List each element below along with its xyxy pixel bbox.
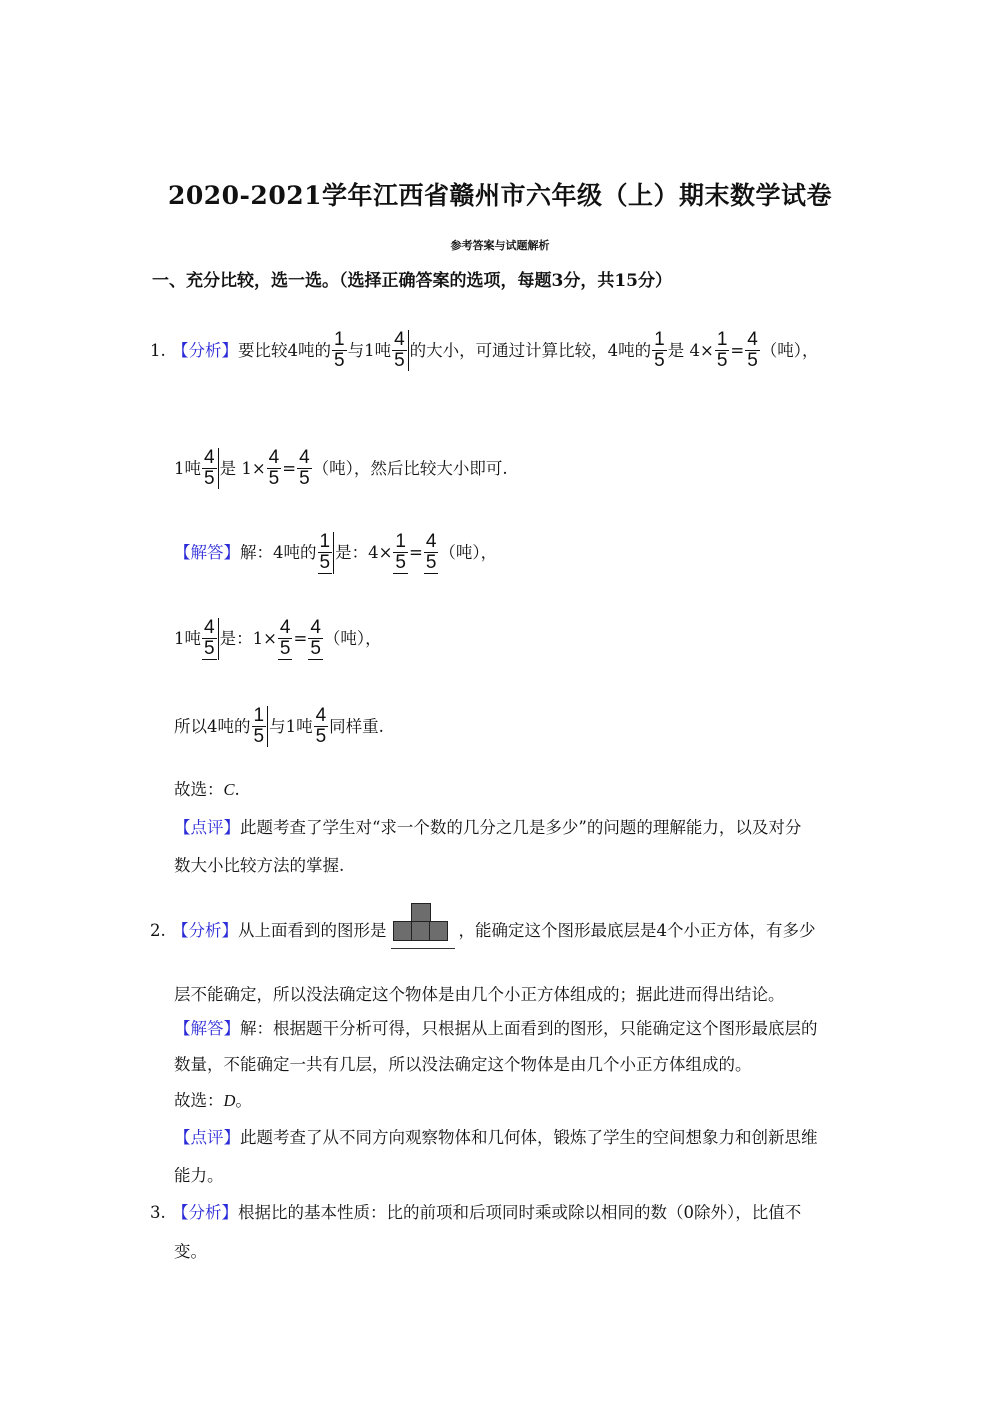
text: 从上面看到的图形是 — [238, 921, 387, 940]
text: 是：4× — [335, 543, 393, 562]
fraction: $\frac{4}{5}$ — [279, 617, 291, 659]
text: 所以4吨的 — [174, 716, 251, 736]
text: 数大小比较方法的掌握. — [174, 856, 345, 875]
text: （吨）， — [323, 629, 382, 648]
question-number: 1. — [150, 340, 166, 360]
q1-answer-line1 — [174, 532, 497, 574]
q1-answer-line3 — [174, 706, 384, 747]
text: 层不能确定，所以没法确定这个物体是由几个小正方体组成的；据此进而得出结论。 — [174, 985, 785, 1004]
text: 根据比的基本性质：比的前项和后项同时乘或除以相同的数（0除外），比值不 — [238, 1203, 802, 1222]
analysis-label: 【分析】 — [172, 1203, 238, 1222]
text: = — [408, 543, 423, 562]
q2-answer-line1 — [174, 1019, 818, 1039]
document-subtitle: 参考答案与试题解析 — [450, 239, 550, 252]
fraction: $\frac{1}{5}$ — [654, 329, 665, 371]
fraction: $\frac{4}{5}$ — [299, 447, 310, 489]
fraction: $\frac{4}{5}$ — [202, 448, 219, 489]
q1-comment-line1 — [174, 818, 801, 838]
fraction: $\frac{4}{5}$ — [392, 330, 409, 371]
choice-letter: D — [223, 1091, 236, 1110]
text: （吨），然后比较大小即可. — [312, 458, 508, 478]
fraction: $\frac{4}{5}$ — [202, 618, 219, 660]
text: （吨）， — [760, 340, 819, 360]
top-view-figure — [391, 903, 455, 945]
text: 与1吨 — [347, 340, 392, 360]
choice-letter: C — [223, 780, 235, 799]
text: 1吨 — [174, 629, 201, 648]
answer-label: 【解答】 — [174, 1019, 240, 1038]
q1-choice — [174, 780, 240, 800]
q1-comment-line2 — [174, 856, 344, 876]
text: 要比较4吨的 — [238, 340, 331, 360]
q1-analysis-line2 — [174, 448, 508, 489]
text: 能力。 — [174, 1166, 224, 1185]
text: 是 4× — [667, 340, 714, 360]
question-number: 3. — [150, 1203, 166, 1222]
q3-analysis-line1 — [150, 1203, 801, 1223]
q2-comment-line2 — [174, 1166, 224, 1186]
document-title: 2020-2021学年江西省赣州市六年级（上）期末数学试卷 — [167, 181, 833, 210]
text: 解：根据题干分析可得，只根据从上面看到的图形，只能确定这个图形最底层的 — [240, 1019, 818, 1038]
analysis-label: 【分析】 — [172, 340, 238, 360]
fraction: $\frac{1}{5}$ — [318, 532, 335, 574]
text: 故选： — [174, 780, 224, 799]
text: . — [234, 780, 240, 799]
fraction: $\frac{1}{5}$ — [395, 531, 406, 573]
text: 数量，不能确定一共有几层，所以没法确定这个物体是由几个小正方体组成的。 — [174, 1055, 752, 1074]
text: 同样重. — [329, 716, 384, 736]
question-number: 2. — [150, 921, 166, 940]
text: ，能确定这个图形最底层是4个小正方体，有多少 — [458, 921, 816, 940]
text: = — [730, 340, 745, 360]
text: 的大小，可通过计算比较，4吨的 — [409, 340, 652, 360]
text: = — [282, 458, 297, 478]
fraction: $\frac{4}{5}$ — [747, 329, 758, 371]
q2-choice — [174, 1091, 252, 1111]
text: 是：1× — [219, 629, 277, 648]
text: = — [293, 629, 308, 648]
q2-analysis-line1 — [150, 917, 816, 945]
q3-analysis-line2 — [174, 1242, 207, 1262]
fraction: $\frac{4}{5}$ — [310, 617, 321, 659]
q2-analysis-line2 — [174, 985, 785, 1005]
text: 1吨 — [174, 458, 201, 478]
text: 变。 — [174, 1242, 207, 1261]
q2-comment-line1 — [174, 1128, 818, 1148]
text: 解：4吨的 — [240, 543, 317, 562]
text: 此题考查了学生对“求一个数的几分之几是多少”的问题的理解能力，以及对分 — [240, 818, 802, 837]
text: 此题考查了从不同方向观察物体和几何体，锻炼了学生的空间想象力和创新思维 — [240, 1128, 818, 1147]
fraction: $\frac{4}{5}$ — [425, 531, 437, 573]
text: （吨）， — [439, 543, 498, 562]
text: 是 1× — [219, 458, 266, 478]
analysis-label: 【分析】 — [172, 921, 238, 940]
fraction: $\frac{1}{5}$ — [334, 329, 345, 371]
q2-answer-line2 — [174, 1055, 752, 1075]
text: 。 — [235, 1091, 252, 1110]
comment-label: 【点评】 — [174, 1128, 240, 1147]
fraction: $\frac{4}{5}$ — [315, 705, 327, 747]
comment-label: 【点评】 — [174, 818, 240, 837]
q1-answer-line2 — [174, 618, 382, 660]
q1-analysis-line1 — [150, 330, 819, 371]
answer-label: 【解答】 — [174, 543, 240, 562]
fraction: $\frac{4}{5}$ — [268, 447, 280, 489]
section-heading: 一、充分比较，选一选。（选择正确答案的选项，每题3分，共15分） — [152, 271, 672, 291]
text: 故选： — [174, 1091, 224, 1110]
text: 与1吨 — [269, 716, 313, 736]
fraction: $\frac{1}{5}$ — [716, 329, 728, 371]
fraction: $\frac{1}{5}$ — [252, 706, 269, 747]
